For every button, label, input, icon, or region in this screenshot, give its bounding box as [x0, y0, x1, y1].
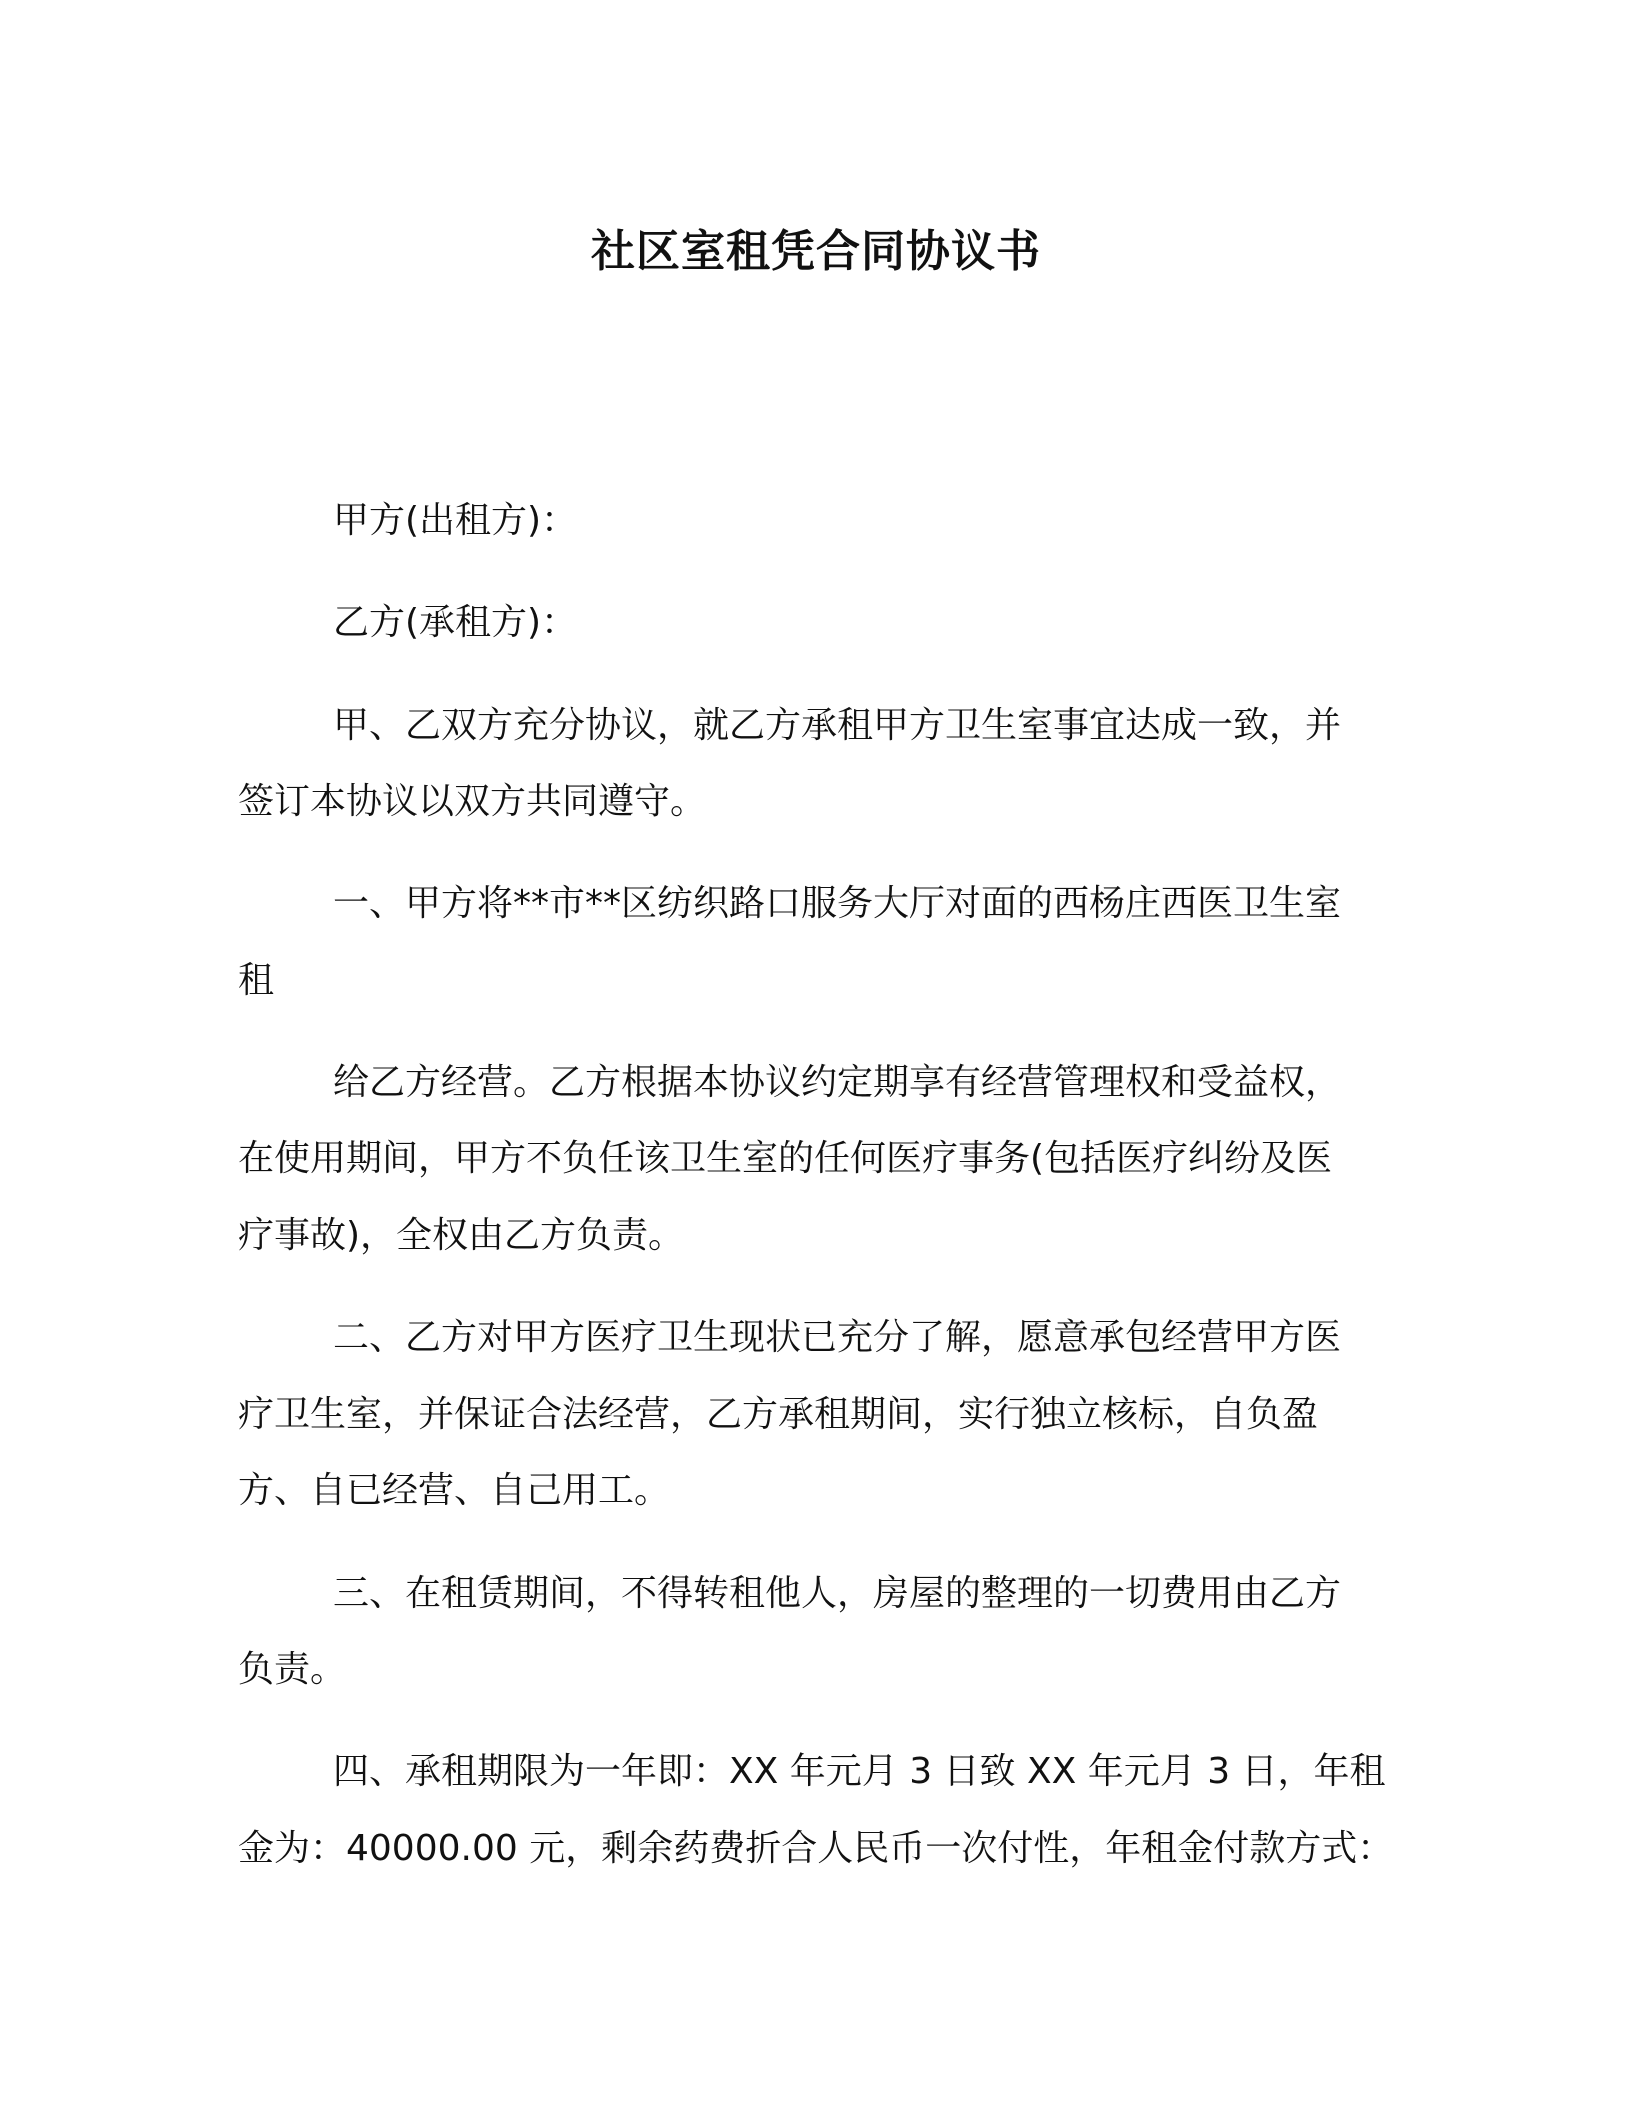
clause-2-line-1: 二、乙方对甲方医疗卫生现状已充分了解，愿意承包经营甲方医: [333, 1317, 1342, 1358]
clause-3-line-2: 负责。: [238, 1649, 347, 1690]
party-b-line: 乙方(承租方)：: [333, 602, 578, 643]
clause-1-continued-line-3: 疗事故)，全权由乙方负责。: [238, 1215, 685, 1256]
clause-4-line-2: 金为：40000.00 元，剩余药费折合人民币一次付性，年租金付款方式：: [238, 1828, 1394, 1869]
document-title: 社区室租凭合同协议书: [591, 226, 1041, 277]
clause-2-line-3: 方、自已经营、自己用工。: [238, 1470, 671, 1511]
clause-2-line-2: 疗卫生室，并保证合法经营，乙方承租期间，实行独立核标，自负盈: [238, 1394, 1319, 1435]
clause-1-line-2: 租: [238, 960, 275, 1001]
clause-1-continued-line-1: 给乙方经营。乙方根据本协议约定期享有经营管理权和受益权，: [333, 1062, 1342, 1103]
clause-1-line-1: 一、甲方将**市**区纺织路口服务大厅对面的西杨庄西医卫生室: [333, 883, 1342, 924]
clause-3-line-1: 三、在租赁期间，不得转租他人，房屋的整理的一切费用由乙方: [333, 1573, 1342, 1614]
party-a-line: 甲方(出租方)：: [333, 500, 578, 541]
clause-4-line-1: 四、承租期限为一年即：XX 年元月 3 日致 XX 年元月 3 日，年租: [333, 1751, 1386, 1792]
intro-paragraph-line-1: 甲、乙双方充分协议，就乙方承租甲方卫生室事宜达成一致，并: [333, 705, 1342, 746]
intro-paragraph-line-2: 签订本协议以双方共同遵守。: [238, 781, 707, 822]
clause-1-continued-line-2: 在使用期间，甲方不负任该卫生室的任何医疗事务(包括医疗纠纷及医: [238, 1138, 1333, 1179]
